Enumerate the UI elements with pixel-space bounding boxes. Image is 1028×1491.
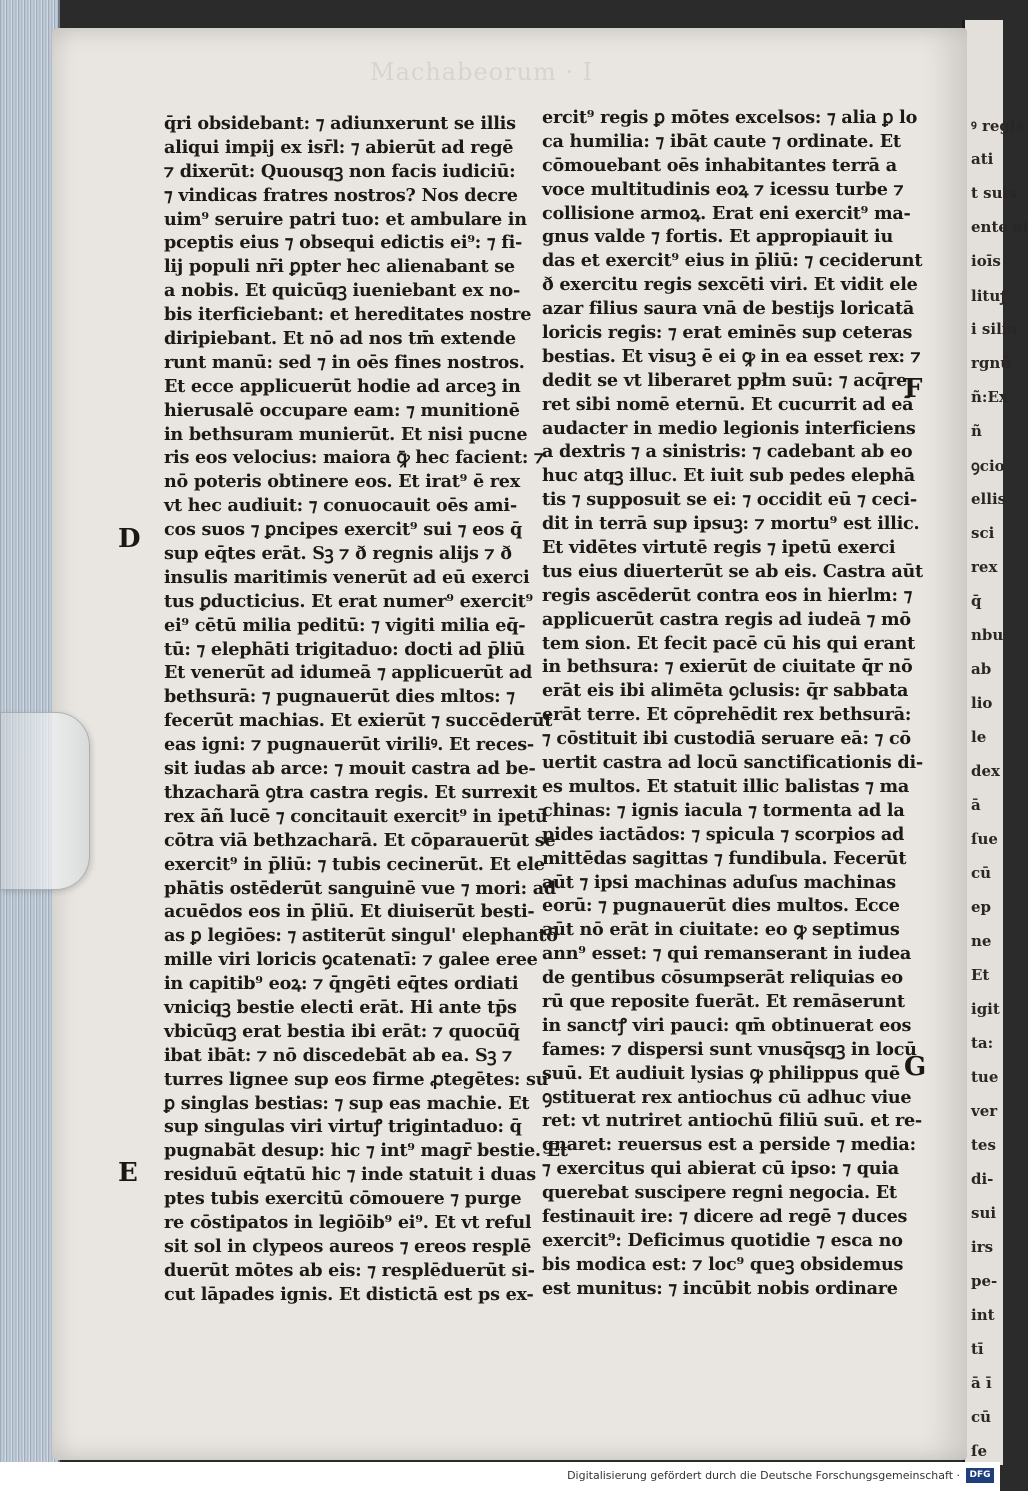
facing-page-edge [962,20,1028,1465]
text-line: runt manū: sed ⁊ in oēs fines nostros. [164,351,525,373]
text-line: rex āñ lucē ⁊ concitauit exercit⁹ in ipetū [164,805,548,827]
text-line: regis ascēderūt contra eos in hierlm: ⁊ [542,584,913,606]
facing-page-fragment: cū [971,864,992,882]
text-line: est munitus: ⁊ incūbit nobis ordinare [542,1277,898,1299]
text-line: pceptis eius ⁊ obsequi edictis ei⁹: ⁊ fi- [164,232,523,254]
text-line: vniciqꝫ bestie electi erāt. Hi ante tp̄s [164,996,517,1018]
facing-page-fragment: ati [971,150,994,168]
facing-page-fragment: dex [971,762,1000,780]
footer-bar [0,1462,1000,1491]
text-line: ꝑ singlas bestias: ⁊ sup eas machie. Et [164,1092,530,1114]
facing-page-fragment: ñ:Ex [971,388,1008,406]
text-line: in bethsura: ⁊ exierūt de ciuitate q̄r nō [542,656,913,678]
text-line: thzacharā ꝯtra castra regis. Et surrexit [164,781,538,803]
text-line: applicuerūt castra regis ad iudeā ⁊ mō [542,608,911,630]
text-line: bestias. Et visuꝫ ē ei ꝙ in ea esset rex: ⁊ [542,345,921,367]
text-line: festinauit ire: ⁊ dicere ad regē ⁊ duces [542,1205,908,1227]
text-line: cut lāpades ignis. Et distictā est ps ex- [164,1283,534,1305]
text-line: cōmouebant oēs inhabitantes terrā a [542,154,897,176]
facing-page-fragment: tī [971,1340,984,1358]
facing-page-fragment: nbu [971,626,1004,644]
facing-page-fragment: ente ei [971,218,1028,236]
text-line: phātis ostēderūt sanguinē vue ⁊ mori: ad [164,877,556,899]
text-line: ca humilia: ⁊ ibāt caute ⁊ ordinate. Et [542,130,901,152]
text-line: tus ꝑducticius. Et erat numer⁹ exercit⁹ [164,590,533,612]
text-line: sit iudas ab arce: ⁊ mouit castra ad be- [164,758,536,780]
facing-page-fragment: i silia [971,320,1018,338]
text-line: ret: vt nutriret antiochū filiū suū. et re- [542,1110,922,1132]
facing-page-fragment: di- [971,1170,994,1188]
text-line: as ꝑ legiōes: ⁊ astiterūt singul' elephantō [164,925,558,947]
text-line: ptes tubis exercitū cōmouere ⁊ purge [164,1188,522,1210]
facing-page-fragment: ꝰ regis [971,117,1025,135]
facing-page-fragment: ta: [971,1034,994,1052]
text-line: ann⁹ esset: ⁊ qui remanserant in iudea [542,943,912,965]
text-line: sup eq̄tes erāt. Sꝫ ⁊ ð regnis alijs ⁊ ð [164,543,512,565]
text-line: in bethsuram munierūt. Et nisi pucne [164,423,528,445]
facing-page-fragment: igit [971,1000,1000,1018]
text-line: Et vidētes virtutē regis ⁊ ipetū exerci [542,537,896,559]
text-line: aūt ⁊ ipsi machinas aduſus machinas [542,871,896,893]
running-head: Machabeorum · I [370,58,594,86]
facing-page-fragment: lio [971,694,993,712]
text-line: suū. Et audiuit lysias ꝙ philippus quē [542,1062,900,1084]
facing-page-fragment: ne [971,932,992,950]
facing-page-fragment: pe- [971,1272,998,1290]
text-line: ð exercitu regis sexcēti viri. Et vidit ele [542,274,918,296]
margin-letter-g: G [904,1052,927,1082]
text-line: erāt terre. Et cōprehēdit rex bethsurā: [542,704,912,726]
text-line: uertit castra ad locū sanctificationis di- [542,752,923,774]
facing-page-fragment: ioīs [971,252,1001,270]
text-line: turres lignee sup eos firme ꝓtegētes: su [164,1068,549,1090]
facing-page-fragment: ſe [971,1442,987,1460]
text-line: residuū eq̄tatū hic ⁊ inde statuit i duas [164,1164,536,1186]
text-column-left [164,112,568,1307]
text-line: mille viri loricis ꝯcatenatī: ⁊ galee eree [164,949,538,971]
facing-page-fragment: lituꝭ [971,287,1008,305]
text-line: ibat ibāt: ⁊ nō discedebāt ab ea. Sꝫ ⁊ [164,1044,512,1066]
text-line: a nobis. Et quicūqꝫ iueniebant ex no- [164,280,521,302]
facing-page-fragment: q̄ [971,592,982,610]
text-line: Et ecce applicuerūt hodie ad arceꝫ in [164,375,521,397]
text-line: fecerūt machias. Et exierūt ⁊ succēderūt [164,710,553,732]
text-line: pides iactādos: ⁊ spicula ⁊ scorpios ad [542,823,905,845]
facing-page-fragment: cū [971,1408,992,1426]
text-line: querebat suscipere regni negocia. Et [542,1182,897,1204]
text-line: bis modica est: ⁊ loc⁹ queꝫ obsidemus [542,1253,904,1275]
text-line: eas igni: ⁊ pugnauerūt viriliꝰ. Et reces- [164,734,534,756]
text-line: cos suos ⁊ ꝑncipes exercit⁹ sui ⁊ eos q̄ [164,519,523,541]
text-line: insulis maritimis venerūt ad eū exerci [164,566,530,588]
facing-page-fragment: t suis [971,184,1017,202]
text-line: huc atqꝫ illuc. Et iuit sub pedes elephā [542,465,915,487]
text-line: pugnabāt desup: hic ⁊ int⁹ magr̄ bestie. Et [164,1140,568,1162]
facing-page-fragment: Et [971,966,990,984]
text-line: vt hec audiuit: ⁊ conuocauit oēs ami- [164,495,517,517]
text-line: gnaret: reuersus est a perside ⁊ media: [542,1134,916,1156]
text-line: voce multitudinis eoꝝ ⁊ icessu turbe ⁊ [542,178,904,200]
facing-page-fragment: sui [971,1204,997,1222]
facing-page-fragment: rgnū [971,354,1012,372]
text-line: de gentibus cōsumpserāt reliquias eo [542,967,903,989]
text-line: exercit⁹: Deficimus quotidie ⁊ esca no [542,1229,903,1251]
text-line: eorū: ⁊ pugnauerūt dies multos. Ecce [542,895,900,917]
facing-page-fragment: le [971,728,987,746]
text-line: aūt nō erāt in ciuitate: eo ꝙ septimus [542,919,900,941]
facing-page-fragment: ā [971,796,981,814]
text-line: azar filius saura vnā de bestijs loricatā [542,298,915,320]
text-line: gnus valde ⁊ fortis. Et appropiauit iu [542,226,894,248]
margin-letter-f: F [904,374,923,404]
text-line: audacter in medio legionis interficiens [542,417,916,439]
text-line: re cōstipatos in legiōib⁹ ei⁹. Et vt reful [164,1211,532,1233]
text-line: fames: ⁊ dispersi sunt vnusq̄sqꝫ in locū [542,1038,917,1060]
text-line: vbicūqꝫ erat bestia ibi erāt: ⁊ quocūq̄ [164,1020,520,1042]
text-line: duerūt mōtes ab eis: ⁊ resplēduerūt si- [164,1259,535,1281]
text-line: dedit se vt liberaret ppłm suū: ⁊ acq̄re [542,369,907,391]
text-line: loricis regis: ⁊ erat eminēs sup ceteras [542,322,913,344]
margin-letter-d: D [118,524,141,554]
text-line: acuēdos eos in p̄liū. Et diuiserūt besti- [164,901,535,923]
page-clip [0,712,90,890]
text-line: nō poteris obtinere eos. Et irat⁹ ē rex [164,471,520,493]
text-line: ercit⁹ regis ꝑ mōtes excelsos: ⁊ alia ꝑ lo [542,107,918,128]
facing-page-fragment: tue [971,1068,999,1086]
text-line: bethsurā: ⁊ pugnauerūt dies mltos: ⁊ [164,686,515,708]
text-line: Et venerūt ad idumeā ⁊ applicuerūt ad [164,662,533,684]
text-line: q̄ri obsidebant: ⁊ adiunxerunt se illis [164,113,516,134]
facing-page-fragment: irs [971,1238,994,1256]
text-line: diripiebant. Et nō ad nos tm̄ extende [164,328,516,350]
text-line: in capitib⁹ eoꝝ: ⁊ q̄ngēti eq̄tes ordiati [164,973,519,995]
text-line: uim⁹ seruire patri tuo: et ambulare in [164,208,527,230]
text-line: dit in terrā sup ipsuꝫ: ⁊ mortu⁹ est illic. [542,513,920,535]
text-line: in sanctꝭ viri pauci: qm̄ obtinuerat eos [542,1014,912,1036]
facing-page-fragment: ā ī [971,1374,992,1392]
text-line: tis ⁊ supposuit se ei: ⁊ occidit eū ⁊ ceci- [542,489,917,511]
text-line: sit sol in clypeos aureos ⁊ ereos resplē [164,1235,532,1257]
facing-page-fragment: ver [971,1102,998,1120]
text-line: aliqui impij ex isr̄l: ⁊ abierūt ad regē [164,136,514,158]
facing-page-fragment: sci [971,524,995,542]
text-line: ret sibi nomē eternū. Et cucurrit ad eā [542,393,914,415]
facing-page-fragment: tes [971,1136,996,1154]
text-line: ei⁹ cētū milia peditū: ⁊ vigiti milia eq̄- [164,614,526,636]
facing-page-fragment: ellis [971,490,1007,508]
text-line: collisione armoꝝ. Erat eni exercit⁹ ma- [542,202,911,224]
text-line: das et exercit⁹ eius in p̄liū: ⁊ ceciderunt [542,250,923,272]
text-line: tus eius diuerterūt se ab eis. Castra aūt [542,560,923,582]
margin-letter-e: E [118,1158,138,1188]
facing-page-fragment: ñ [971,422,982,440]
facing-page-fragment: ep [971,898,992,916]
text-line: cōtra viā bethzacharā. Et cōparauerūt se [164,829,556,851]
text-line: es multos. Et statuit illic balistas ⁊ ma [542,775,910,797]
text-line: chinas: ⁊ ignis iacula ⁊ tormenta ad la [542,799,905,821]
text-line: ⁊ exercitus qui abierat cū ipso: ⁊ quia [542,1158,899,1180]
text-line: a dextris ⁊ a sinistris: ⁊ cadebant ab eo [542,441,913,463]
facing-page-fragment: rex [971,558,998,576]
facing-page-fragment: ſue [971,830,998,848]
dfg-logo: DFG [966,1468,994,1483]
text-line: ꝯstituerat rex antiochus cū adhuc viue [542,1086,912,1108]
text-line: ⁊ vindicas fratres nostros? Nos decre [164,184,518,206]
text-column-right [542,106,923,1301]
text-line: ⁊ cōstituit ibi custodiā seruare eā: ⁊ cō [542,728,911,750]
text-line: bis iterficiebant: et hereditates nostre [164,304,532,326]
text-line: mittēdas sagittas ⁊ fundibula. Fecerūt [542,847,907,869]
facing-page-fragment: int [971,1306,995,1324]
text-line: rū que reposite fuerāt. Et remāserunt [542,990,905,1012]
text-line: ris eos velocius: maiora ꝙ̄ hec facient: ⁊ [164,447,544,469]
text-line: hierusalē occupare eam: ⁊ munitionē [164,399,520,421]
text-line: ⁊ dixerūt: Quousqꝫ non facis iudiciū: [164,160,516,182]
text-line: erāt eis ibi alimēta ꝯclusis: q̄r sabbata [542,680,909,702]
facing-page-fragment: ꝯcio [971,457,1005,475]
text-line: sup singulas viri virtuꝭ trigintaduo: q̄ [164,1116,522,1138]
facing-page-fragment: ab [971,660,992,678]
text-line: lij populi nr̄i ꝑpter hec alienabant se [164,256,515,278]
text-line: tū: ⁊ elephāti trigitaduo: docti ad p̄liū [164,638,525,660]
digitization-credit: Digitalisierung gefördert durch die Deutsche Forschungsgemeinschaft · [567,1469,960,1482]
text-line: tem sion. Et fecit pacē cū his qui erant [542,632,916,654]
text-line: exercit⁹ in p̄liū: ⁊ tubis cecinerūt. Et ele [164,853,545,875]
